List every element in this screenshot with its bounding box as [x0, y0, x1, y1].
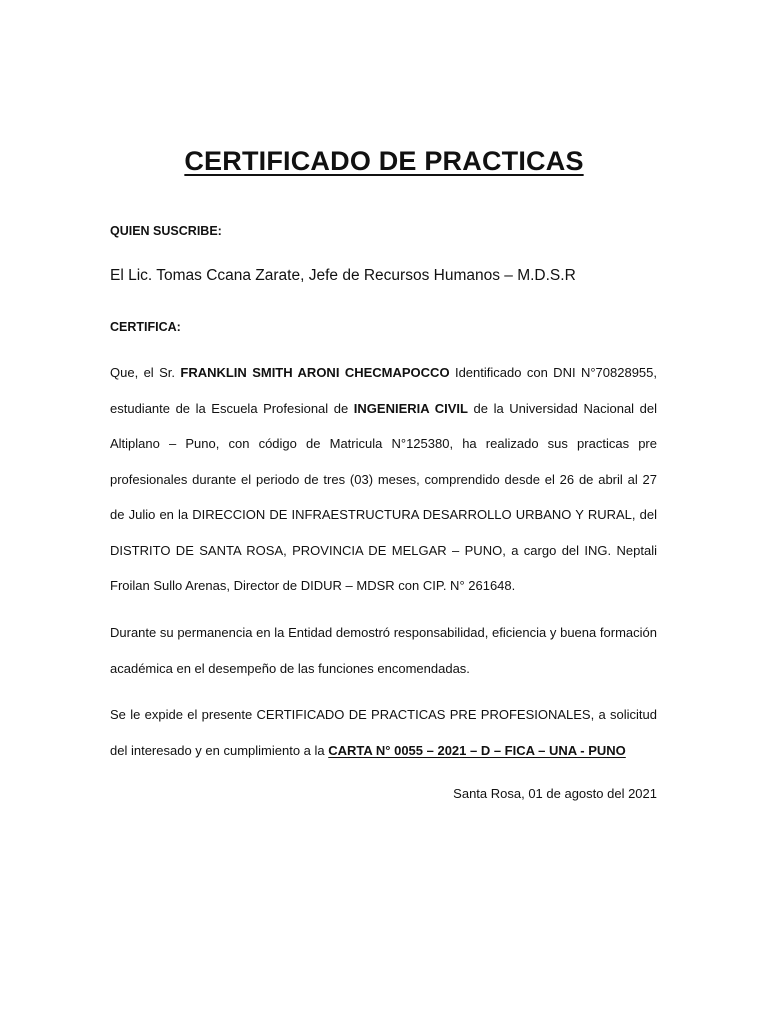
student-name: FRANKLIN SMITH ARONI CHECMAPOCCO [180, 365, 450, 380]
date-line: Santa Rosa, 01 de agosto del 2021 [453, 786, 657, 801]
issuance-paragraph [110, 697, 657, 768]
quien-suscribe-label: QUIEN SUSCRIBE: [110, 224, 222, 238]
career-name: INGENIERIA CIVIL [353, 400, 468, 416]
paragraph-text: Identificado con DNI N°70828955, estudiante de la Escuela Profesional de [110, 365, 658, 416]
reference-letter: CARTA N° 0055 – 2021 – D – FICA – UNA - PUNO [328, 742, 626, 758]
paragraph-text: de la Universidad Nacional del Altiplano – Puno, con código de Matricula N°125380, ha realizado sus practicas pre profesionales durante el periodo de tres (03) meses, comprendido desde el 26 de abril al 27 de Julio en la DIRECCION DE INFRAESTRUCTURA DESARROLLO URBANO Y RURAL, del DISTRITO DE SANTA ROSA, PROVINCIA DE MELGAR – PUNO, a cargo del ING. Neptali Froilan Sullo Arenas, Director de DIDUR – MDSR con CIP. N° 261648. [110, 400, 657, 593]
paragraph-text: Se le expide el presente CERTIFICADO DE PRACTICAS PRE PROFESIONALES, a solicitud del interesado y en cumplimiento a la [110, 707, 657, 758]
certifica-label: CERTIFICA: [110, 320, 181, 334]
signer-line: El Lic. Tomas Ccana Zarate, Jefe de Recursos Humanos – M.D.S.R [110, 267, 576, 284]
certification-paragraph [110, 355, 657, 604]
document-title: CERTIFICADO DE PRACTICAS [184, 146, 584, 176]
performance-paragraph: Durante su permanencia en la Entidad demostró responsabilidad, eficiencia y buena formación académica en el desempeño de las funciones encomendadas. [110, 625, 657, 676]
paragraph-text: Que, el Sr. [110, 365, 181, 380]
